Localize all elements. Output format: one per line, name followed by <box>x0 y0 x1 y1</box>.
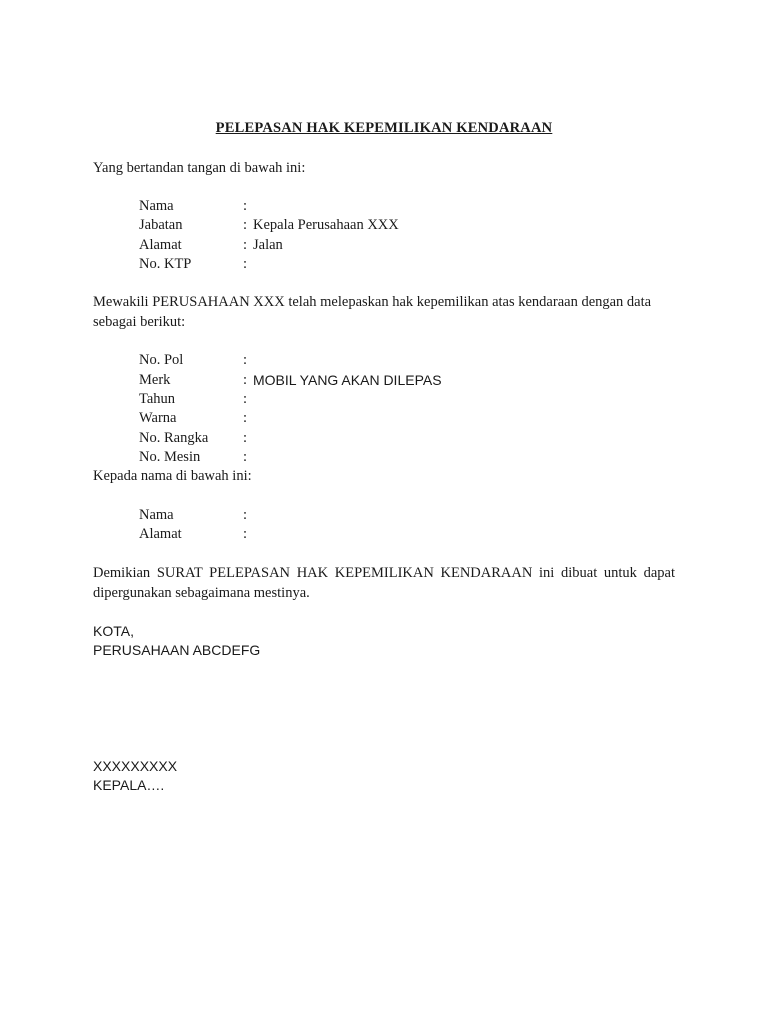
signatory-name: XXXXXXXXX <box>93 758 178 774</box>
field-colon: : <box>243 507 248 523</box>
field-colon: : <box>243 430 248 446</box>
field-colon: : <box>243 237 248 253</box>
field-label: No. Mesin <box>139 449 201 465</box>
recipient-intro: Kepada nama di bawah ini: <box>93 468 252 484</box>
field-colon: : <box>243 372 248 388</box>
closing-paragraph: Demikian SURAT PELEPASAN HAK KEPEMILIKAN KENDARAAN ini dibuat untuk dapat dipergunakan sebagaimana mestinya. <box>93 565 675 601</box>
field-value: Jalan <box>253 237 283 253</box>
field-label: Jabatan <box>139 217 183 233</box>
field-colon: : <box>243 256 248 272</box>
field-colon: : <box>243 449 248 465</box>
document-title: PELEPASAN HAK KEPEMILIKAN KENDARAAN <box>215 120 553 136</box>
field-colon: : <box>243 217 248 233</box>
field-label: No. KTP <box>139 256 192 272</box>
field-colon: : <box>243 198 248 214</box>
field-value: MOBIL YANG AKAN DILEPAS <box>253 372 442 388</box>
field-label: Alamat <box>139 237 182 253</box>
field-colon: : <box>243 352 248 368</box>
field-label: Merk <box>139 372 171 388</box>
field-colon: : <box>243 410 248 426</box>
field-value: Kepala Perusahaan XXX <box>253 217 399 233</box>
field-colon: : <box>243 526 248 542</box>
field-label: No. Pol <box>139 352 184 368</box>
place-line: KOTA, <box>93 623 134 639</box>
field-label: Warna <box>139 410 177 426</box>
field-colon: : <box>243 391 248 407</box>
company-name: PERUSAHAAN ABCDEFG <box>93 642 261 658</box>
field-label: Nama <box>139 507 174 523</box>
representation-paragraph: Mewakili PERUSAHAAN XXX telah melepaskan hak kepemilikan atas kendaraan dengan data sebagai berikut: <box>93 294 652 330</box>
signatory-title: KEPALA…. <box>93 777 165 793</box>
field-label: Alamat <box>139 526 182 542</box>
field-label: Nama <box>139 198 174 214</box>
field-label: Tahun <box>139 391 176 407</box>
field-label: No. Rangka <box>139 430 209 446</box>
intro-text: Yang bertandan tangan di bawah ini: <box>93 160 306 176</box>
